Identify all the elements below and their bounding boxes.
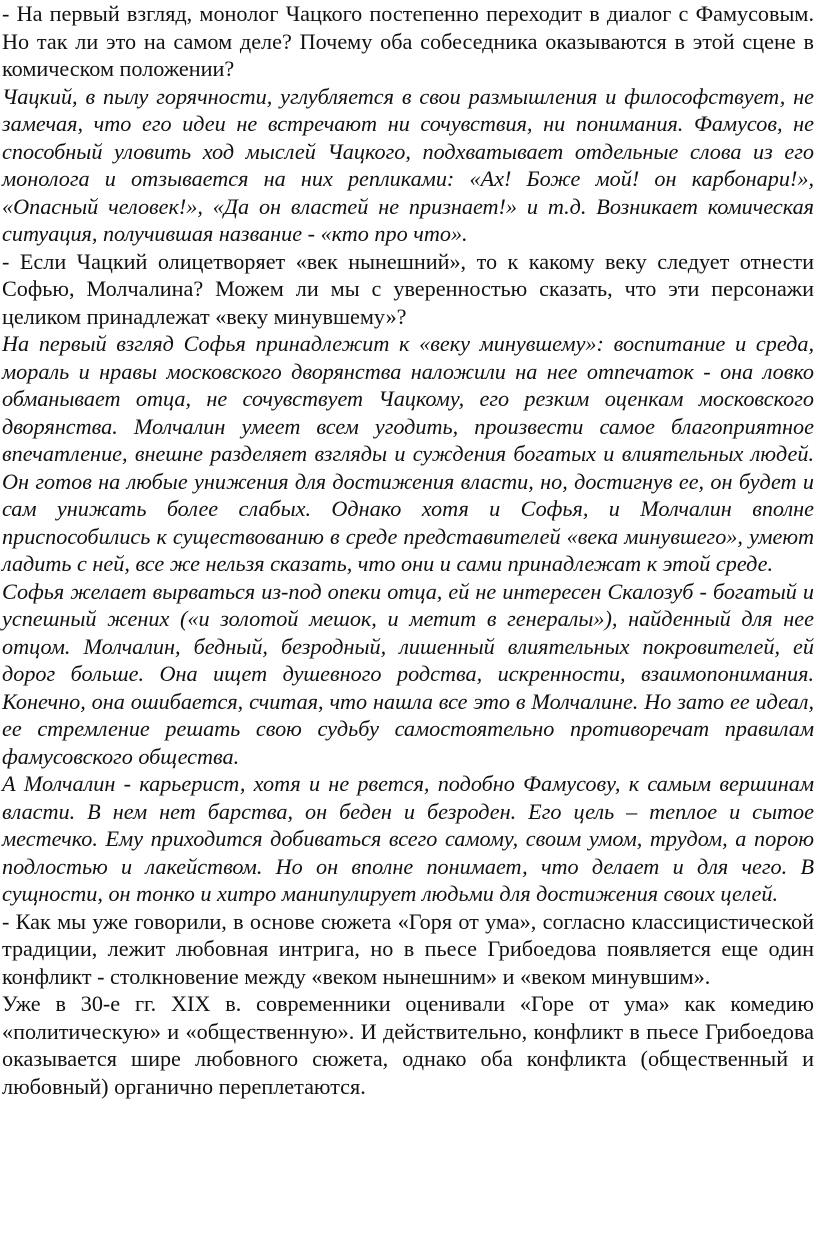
answer-paragraph-2: На первый взгляд Софья принадлежит к «веку минувшему»: воспитание и среда, мораль и нравы московского дворянства наложили на нее отпечаток - она ловко обманывает отца, не сочувствует Чацкому, его резким оценкам московского дворянства. Молчалин умеет всем угодить, произвести самое благоприятное впечатление, внешне разделяет взгляды и суждения богатых и влиятельных людей. Он готов на любые унижения для достижения власти, но, достигнув ее, он будет и сам унижать более слабых. Однако хотя и Софья, и Молчалин вполне приспособились к существованию в среде представителей «века минувшего», умеют ладить с ней, все же нельзя сказать, что они и сами принадлежат к этой среде. xyxy=(2,331,814,576)
answer-paragraph-4: А Молчалин - карьерист, хотя и не рвется, подобно Фамусову, к самым вершинам власти. В нем нет барства, он беден и безроден. Его цель – теплое и сытое местечко. Ему приходится добиваться всего самому, своим умом, трудом, а порою подлостью и лакейством. Но он вполне понимает, что делает и для чего. В сущности, он тонко и хитро манипулирует людьми для достижения своих целей. xyxy=(2,771,814,906)
question-paragraph-1: - На первый взгляд, монолог Чацкого постепенно переходит в диалог с Фамусовым. Но так ли это на самом деле? Почему оба собеседника оказываются в этой сцене в комическом положении? xyxy=(2,1,814,81)
answer-paragraph-3: Софья желает вырваться из-под опеки отца, ей не интересен Скалозуб - богатый и успешный жених («и золотой мешок, и метит в генералы»), найденный для нее отцом. Молчалин, бедный, безродный, лишенный влиятельных покровителей, ей дорог больше. Она ищет душевного родства, искренности, взаимопонимания. Конечно, она ошибается, считая, что нашла все это в Молчалине. Но зато ее идеал, ее стремление решать свою судьбу самостоятельно противоречат правилам фамусовского общества. xyxy=(2,578,814,769)
body-paragraph: Уже в 30-е гг. XIX в. современники оценивали «Горе от ума» как комедию «политическую» и «общественную». И действительно, конфликт в пьесе Грибоедова оказывается шире любовного сюжета, однако оба конфликта (общественный и любовный) органично переплетаются. xyxy=(2,991,814,1099)
question-paragraph-2: - Если Чацкий олицетворяет «век нынешний», то к какому веку следует отнести Софью, Молчалина? Можем ли мы с уверенностью сказать, что эти персонажи целиком принадлежат «веку минувшему»? xyxy=(2,248,814,329)
question-paragraph-3: - Как мы уже говорили, в основе сюжета «Горя от ума», согласно классицистической традиции, лежит любовная интрига, но в пьесе Грибоедова появляется еще один конфликт - столкновение между «веком нынешним» и «веком минувшим». xyxy=(2,908,814,989)
answer-paragraph-1: Чацкий, в пылу горячности, углубляется в свои размышления и философствует, не замечая, что его идеи не встречают ни сочувствия, ни понимания. Фамусов, не способный уловить ход мыслей Чацкого, подхватывает отдельные слова из его монолога и отзывается на них репликами: «Ах! Боже мой! он карбонари!», «Опасный человек!», «Да он властей не признает!» и т.д. Возникает комическая ситуация, получившая название - «кто про что». xyxy=(2,83,814,246)
